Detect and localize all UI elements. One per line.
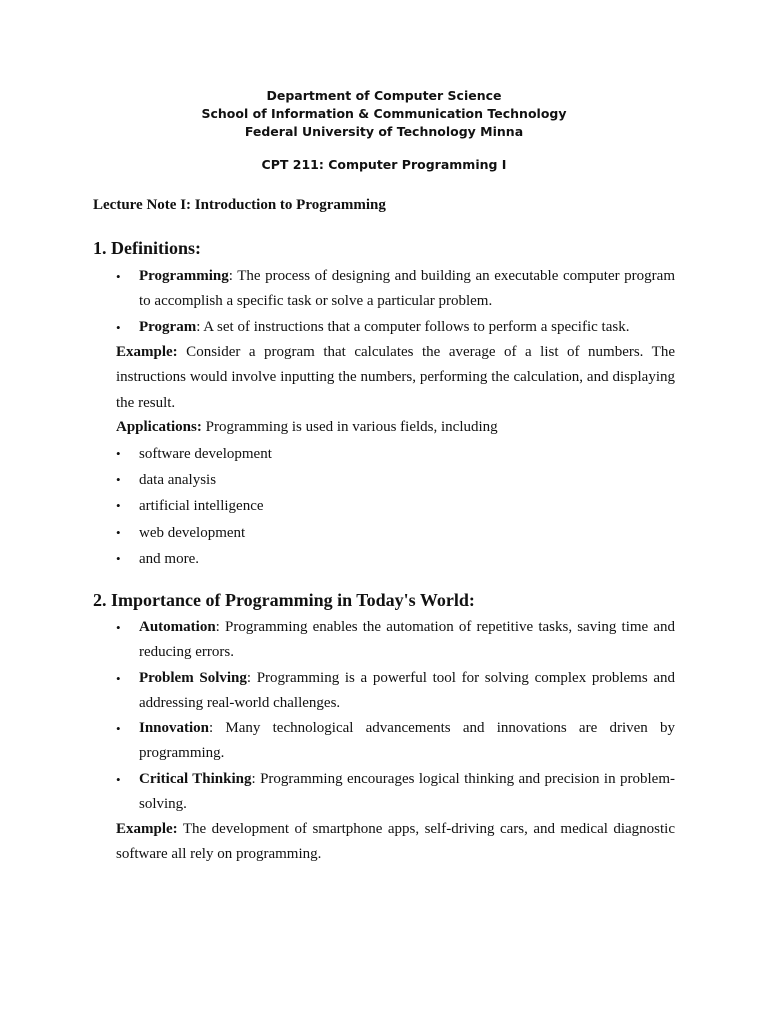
- application-text: data analysis: [139, 472, 217, 489]
- list-item: [116, 264, 675, 315]
- application-text: software development: [139, 446, 272, 462]
- list-item: [116, 441, 675, 467]
- list-item: [116, 615, 675, 666]
- definition-term: Program: [139, 318, 197, 335]
- example-label: Example:: [116, 344, 178, 360]
- list-item: [116, 666, 675, 717]
- application-text: web development: [139, 524, 246, 541]
- point-text: : Programming is a powerful tool for solving complex problems and addressing real-world challenges.: [139, 669, 675, 711]
- point-text: : Programming enables the automation of repetitive tasks, saving time and reducing errors.: [139, 619, 675, 661]
- point-text: : Many technological advancements and innovations are driven by programming.: [139, 720, 675, 762]
- applications-text: Programming is used in various fields, including: [201, 419, 498, 435]
- department-name: Department of Computer Science: [266, 88, 502, 103]
- point-term: Problem Solving: [139, 669, 247, 686]
- section-2-heading: 2. Importance of Programming in Today's World:: [93, 590, 475, 610]
- bullet-icon: •: [116, 446, 121, 461]
- bullet-icon: •: [116, 721, 121, 737]
- section-1-heading: 1. Definitions:: [93, 238, 201, 258]
- document-header: [0, 87, 768, 141]
- point-text: : Programming encourages logical thinking and precision in problem-solving.: [139, 770, 675, 813]
- definitions-list: [116, 264, 675, 340]
- application-text: artificial intelligence: [139, 498, 264, 515]
- definition-text: : The process of designing and building an executable computer program to accomplish a specific task or solve a particular problem.: [139, 268, 675, 310]
- list-item: [116, 716, 675, 767]
- list-item: [116, 467, 675, 493]
- bullet-icon: •: [116, 771, 121, 787]
- bullet-icon: •: [116, 319, 121, 335]
- lecture-title: Lecture Note I: Introduction to Programming: [93, 197, 386, 213]
- applications-label: Applications:: [116, 419, 202, 435]
- bullet-icon: •: [116, 269, 121, 284]
- university-name: Federal University of Technology Minna: [244, 124, 524, 139]
- example-text: Consider a program that calculates the average of a list of numbers. The instructions would involve inputting the numbers, performing the calculation, and displaying the result.: [116, 344, 675, 411]
- list-item: [116, 493, 675, 519]
- definition-term: Programming: [139, 268, 229, 284]
- point-term: Automation: [139, 619, 216, 635]
- school-name: School of Information & Communication Technology: [201, 106, 567, 121]
- list-item: [116, 767, 675, 818]
- bullet-icon: •: [116, 550, 121, 566]
- list-item: [116, 520, 675, 546]
- list-item: [116, 546, 675, 572]
- list-item: [116, 315, 675, 340]
- importance-list: [116, 615, 675, 817]
- application-text: and more.: [139, 550, 199, 567]
- bullet-icon: •: [116, 620, 121, 635]
- bullet-icon: •: [116, 498, 121, 514]
- course-title: CPT 211: Computer Programming I: [261, 157, 507, 172]
- example-paragraph-2: [116, 817, 675, 868]
- bullet-icon: •: [116, 670, 121, 686]
- applications-list: [116, 441, 675, 572]
- point-term: Critical Thinking: [139, 770, 252, 787]
- bullet-icon: •: [116, 472, 121, 488]
- example-paragraph-1: [116, 340, 675, 416]
- bullet-icon: •: [116, 524, 121, 540]
- definition-text: : A set of instructions that a computer follows to perform a specific task.: [196, 318, 630, 335]
- applications-paragraph: [116, 415, 675, 440]
- point-term: Innovation: [139, 720, 210, 737]
- example-text: The development of smartphone apps, self-driving cars, and medical diagnostic software all rely on programming.: [116, 821, 675, 863]
- example-label: Example:: [116, 821, 178, 837]
